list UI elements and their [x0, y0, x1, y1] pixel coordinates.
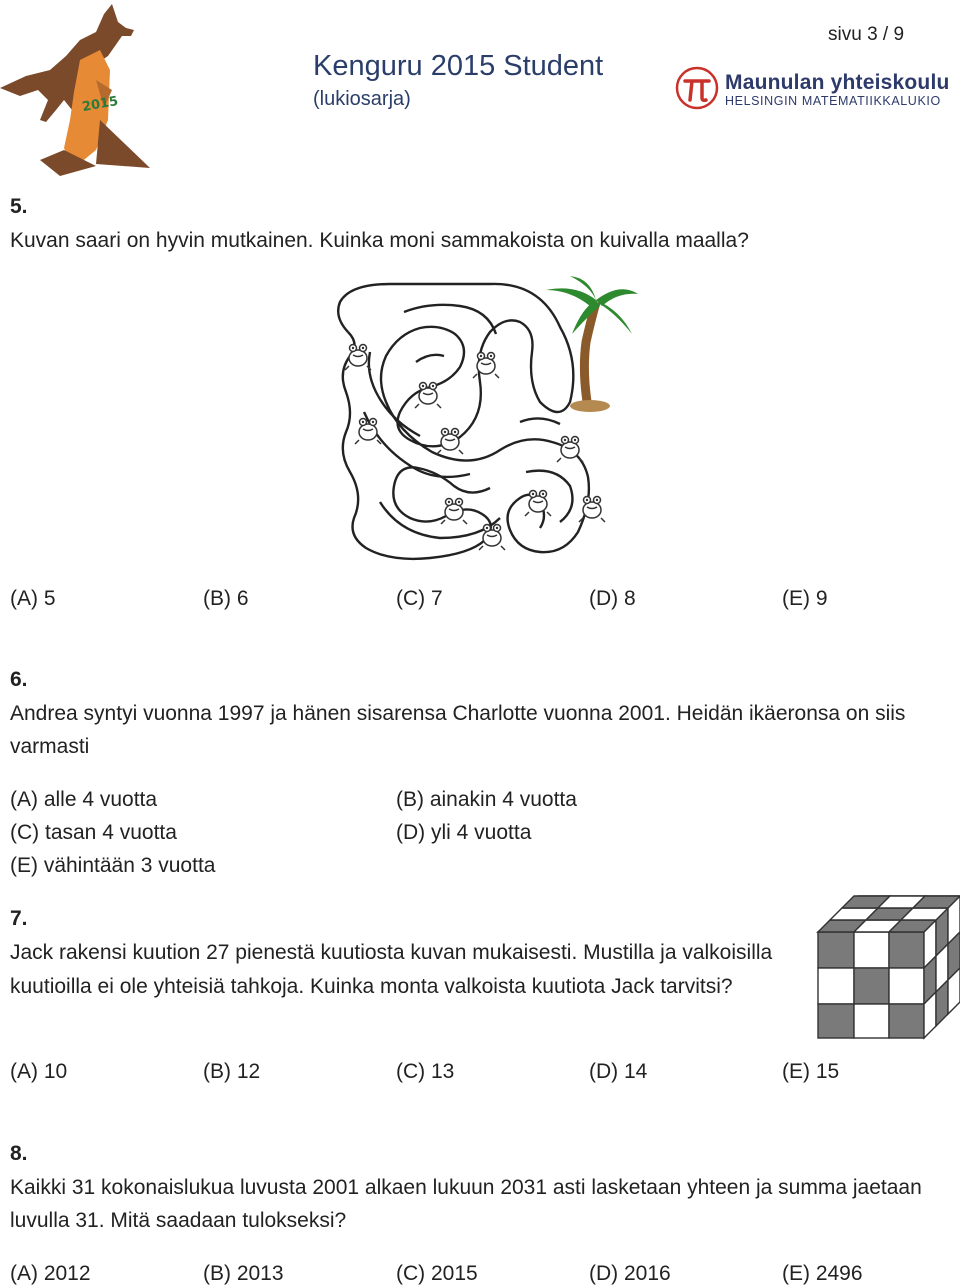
- q5-option-d: (D) 8: [589, 587, 636, 610]
- q8-option-c: (C) 2015: [396, 1262, 478, 1285]
- q7-option-e: (E) 15: [782, 1060, 840, 1083]
- school-subtitle: HELSINGIN MATEMATIIKKALUKIO: [725, 94, 941, 108]
- q6-option-a: (A) alle 4 vuotta: [10, 788, 158, 811]
- q7-option-c: (C) 13: [396, 1060, 455, 1083]
- school-name: Maunulan yhteiskoulu: [725, 71, 950, 94]
- question-7-text-line2: kuutioilla ei ole yhteisiä tahkoja. Kuinka monta valkoista kuutiota Jack tarvitsi?: [10, 975, 733, 998]
- q6-option-b: (B) ainakin 4 vuotta: [396, 788, 577, 811]
- q8-option-e: (E) 2496: [782, 1262, 863, 1285]
- q5-option-b: (B) 6: [203, 587, 249, 610]
- q7-option-b: (B) 12: [203, 1060, 261, 1083]
- page-subtitle: (lukiosarja): [313, 88, 411, 110]
- question-6-text-line1: Andrea syntyi vuonna 1997 ja hänen sisarensa Charlotte vuonna 2001. Heidän ikäeronsa on siis: [10, 702, 906, 725]
- q7-option-d: (D) 14: [589, 1060, 648, 1083]
- q5-option-a: (A) 5: [10, 587, 56, 610]
- cube-figure: [816, 894, 960, 1040]
- question-7-number: 7.: [10, 907, 28, 930]
- question-8-text-line1: Kaikki 31 kokonaislukua luvusta 2001 alkaen lukuun 2031 asti lasketaan yhteen ja summa jaetaan: [10, 1176, 922, 1199]
- question-7-text-line1: Jack rakensi kuution 27 pienestä kuutiosta kuvan mukaisesti. Mustilla ja valkoisilla: [10, 941, 773, 964]
- q6-option-d: (D) yli 4 vuotta: [396, 821, 532, 844]
- q5-option-c: (C) 7: [396, 587, 443, 610]
- q6-option-e: (E) vähintään 3 vuotta: [10, 854, 216, 877]
- question-8-text-line2: luvulla 31. Mitä saadaan tulokseksi?: [10, 1209, 347, 1232]
- q8-option-a: (A) 2012: [10, 1262, 91, 1285]
- q8-option-b: (B) 2013: [203, 1262, 284, 1285]
- question-6-number: 6.: [10, 668, 28, 691]
- question-8-number: 8.: [10, 1142, 28, 1165]
- page-title: Kenguru 2015 Student: [313, 50, 604, 82]
- q7-option-a: (A) 10: [10, 1060, 68, 1083]
- q5-option-e: (E) 9: [782, 587, 828, 610]
- svg-text:2015: 2015: [81, 93, 120, 116]
- q6-option-c: (C) tasan 4 vuotta: [10, 821, 177, 844]
- q8-option-d: (D) 2016: [589, 1262, 671, 1285]
- island-maze-figure: [320, 272, 650, 568]
- pi-logo-icon: [675, 66, 719, 110]
- question-5-text: Kuvan saari on hyvin mutkainen. Kuinka moni sammakoista on kuivalla maalla?: [10, 229, 749, 252]
- question-5-number: 5.: [10, 195, 28, 218]
- kangaroo-logo: [0, 0, 160, 180]
- question-6-text-line2: varmasti: [10, 735, 90, 758]
- page-number: sivu 3 / 9: [828, 24, 905, 45]
